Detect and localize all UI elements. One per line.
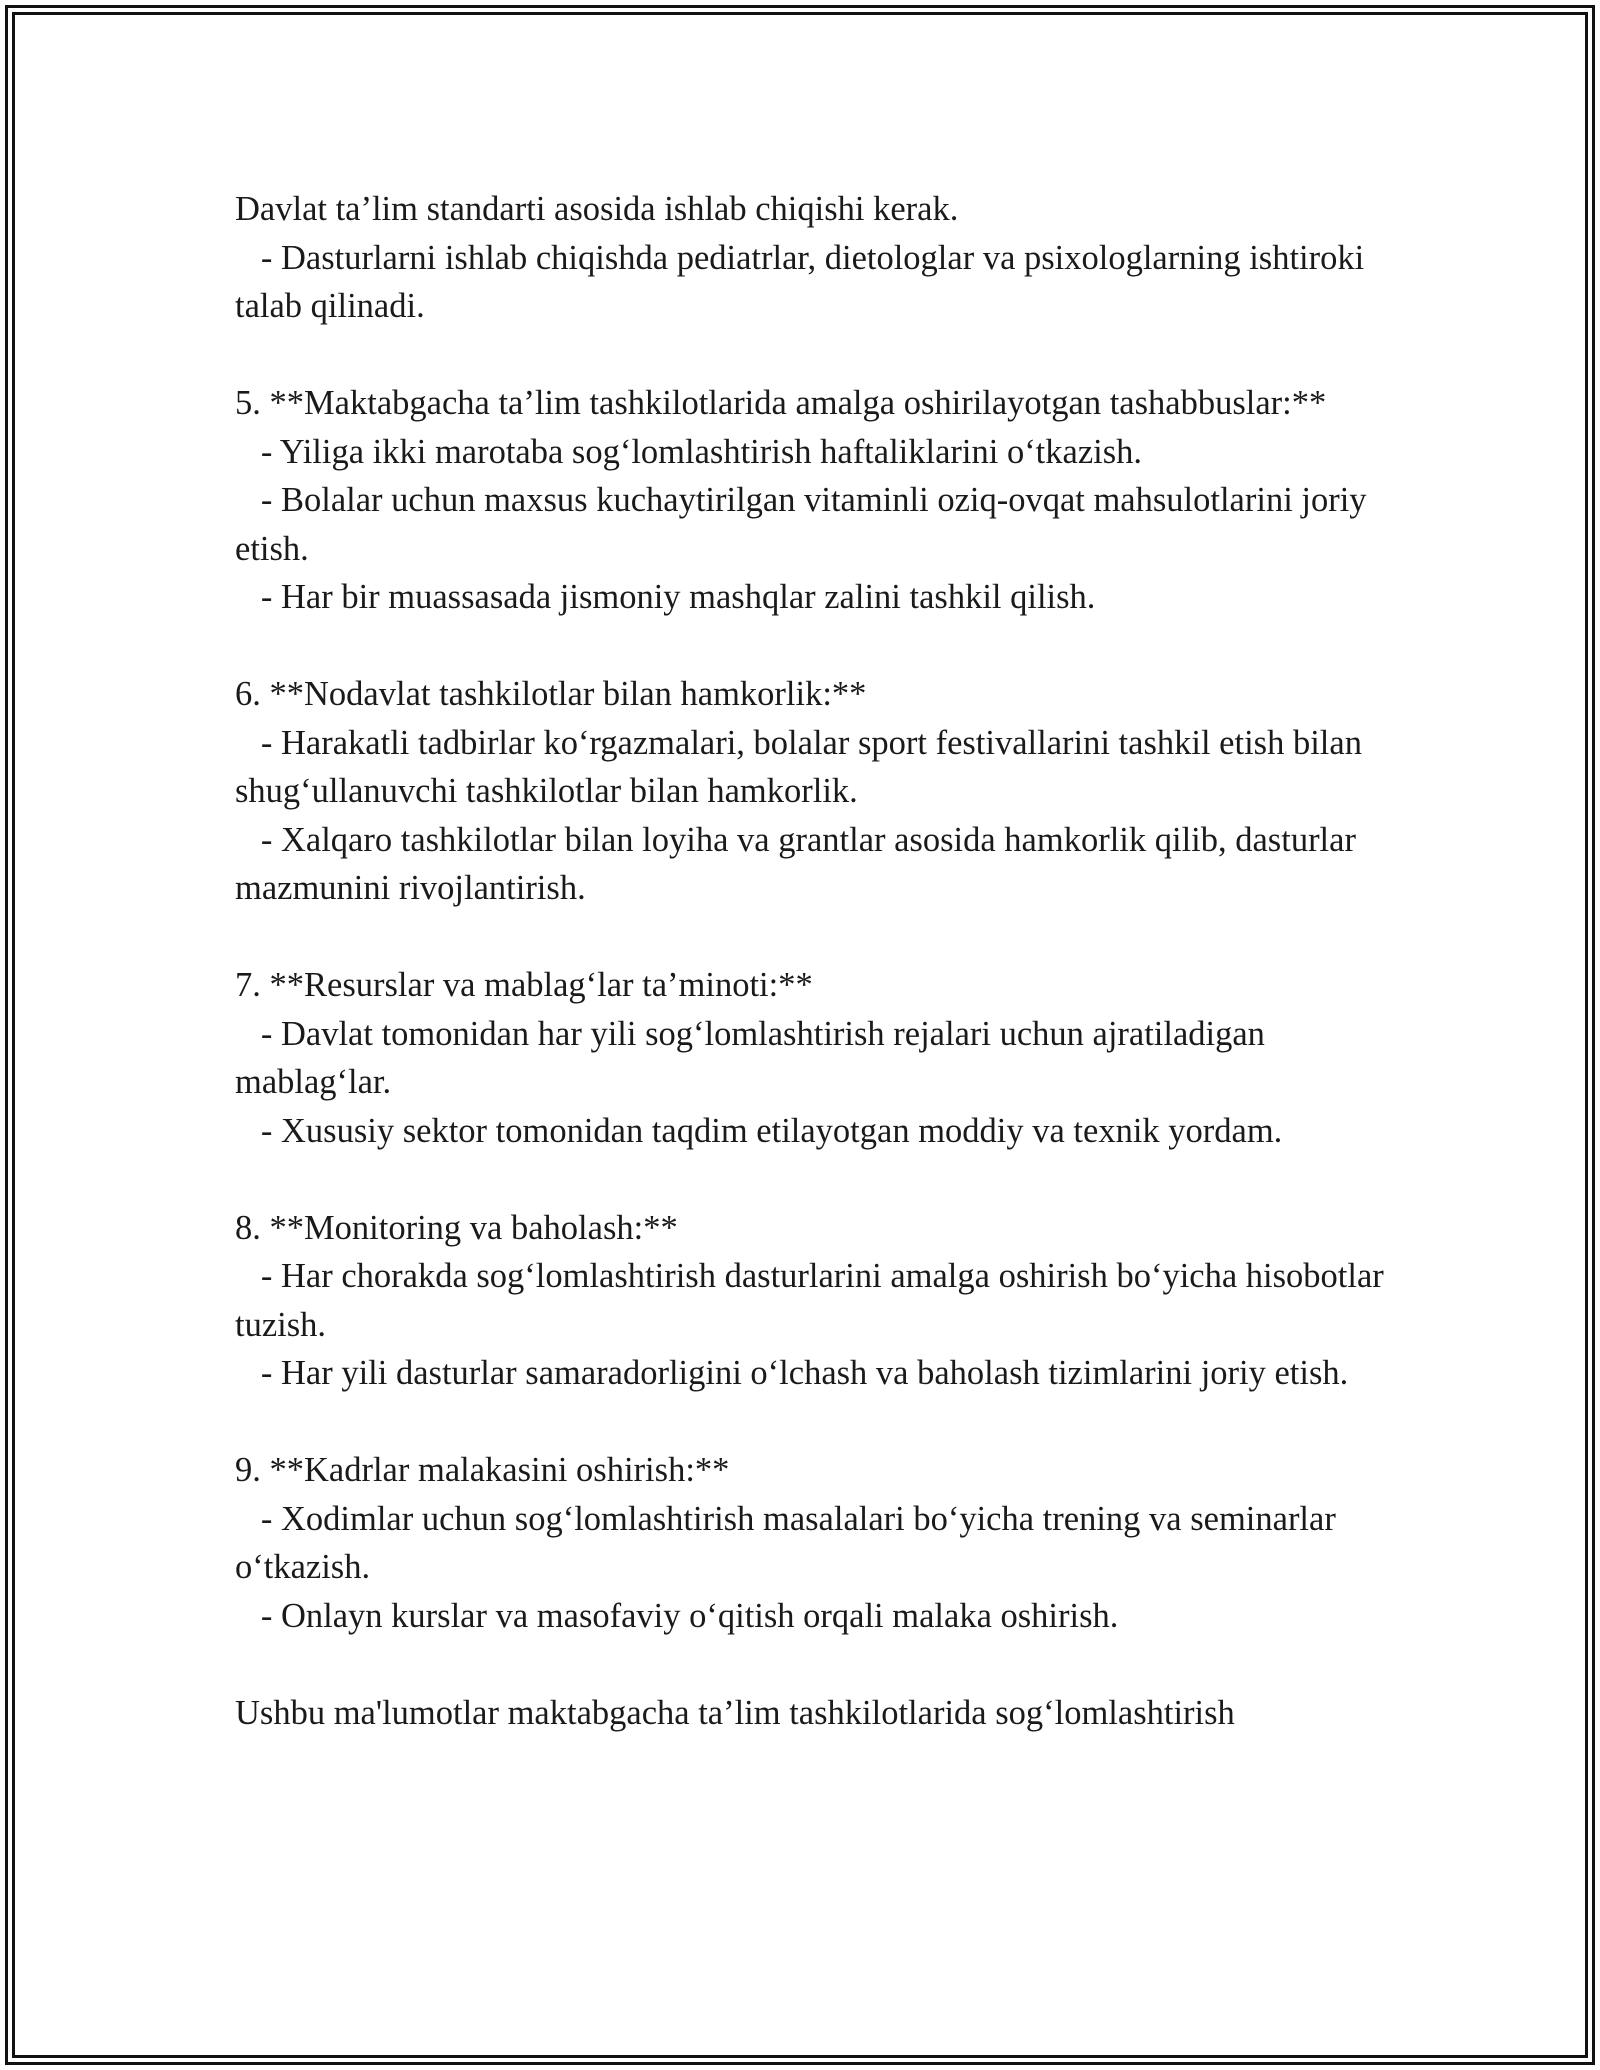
blank-line bbox=[235, 622, 1395, 671]
paragraph: - Dasturlarni ishlab chiqishda pediatrlar, dietologlar va psixologlarning ishtiroki talab qilinadi. bbox=[235, 238, 1373, 325]
paragraph: 6. **Nodavlat tashkilotlar bilan hamkorlik:** bbox=[235, 675, 867, 713]
blank-line bbox=[235, 1398, 1395, 1447]
paragraph: - Harakatli tadbirlar ko‘rgazmalari, bolalar sport festivallarini tashkil etish bilan shug‘ullanuvchi tashkilotlar bilan hamkorlik. bbox=[235, 723, 1371, 810]
paragraph: - Har bir muassasada jismoniy mashqlar zalini tashkil qilish. bbox=[235, 578, 1096, 616]
paragraph: - Yiliga ikki marotaba sog‘lomlashtirish haftaliklarini o‘tkazish. bbox=[235, 432, 1143, 471]
paragraph: - Xususiy sektor tomonidan taqdim etilayotgan moddiy va texnik yordam. bbox=[235, 1111, 1283, 1150]
paragraph: 9. **Kadrlar malakasini oshirish:** bbox=[235, 1451, 730, 1489]
blank-line bbox=[235, 1640, 1395, 1689]
paragraph: 8. **Monitoring va baholash:** bbox=[235, 1208, 678, 1247]
paragraph: 7. **Resurslar va mablag‘lar ta’minoti:** bbox=[235, 966, 813, 1004]
paragraph: - Xodimlar uchun sog‘lomlashtirish masalalari bo‘yicha trening va seminarlar o‘tkazish. bbox=[235, 1499, 1345, 1586]
paragraph: Davlat ta’lim standarti asosida ishlab chiqishi kerak. bbox=[235, 190, 959, 228]
blank-line bbox=[235, 1155, 1395, 1204]
paragraph: - Onlayn kurslar va masofaviy o‘qitish orqali malaka oshirish. bbox=[235, 1596, 1119, 1635]
blank-line bbox=[235, 331, 1395, 380]
paragraph: Ushbu ma'lumotlar maktabgacha ta’lim tashkilotlarida sog‘lomlashtirish bbox=[235, 1693, 1235, 1732]
paragraph: - Bolalar uchun maxsus kuchaytirilgan vitaminli oziq-ovqat mahsulotlarini joriy etish. bbox=[235, 481, 1376, 568]
paragraph: - Davlat tomonidan har yili sog‘lomlashtirish rejalari uchun ajratiladigan mablag‘lar. bbox=[235, 1014, 1274, 1101]
paragraph: 5. **Maktabgacha ta’lim tashkilotlarida amalga oshirilayotgan tashabbuslar:** bbox=[235, 384, 1327, 422]
blank-line bbox=[235, 913, 1395, 962]
paragraph: - Har chorakda sog‘lomlashtirish dasturlarini amalga oshirish bo‘yicha hisobotlar tuzish. bbox=[235, 1257, 1393, 1344]
paragraph: - Xalqaro tashkilotlar bilan loyiha va grantlar asosida hamkorlik qilib, dasturlar mazmunini rivojlantirish. bbox=[235, 820, 1365, 907]
paragraph: - Har yili dasturlar samaradorligini o‘lchash va baholash tizimlarini joriy etish. bbox=[235, 1354, 1349, 1392]
document-body bbox=[235, 185, 1395, 1737]
